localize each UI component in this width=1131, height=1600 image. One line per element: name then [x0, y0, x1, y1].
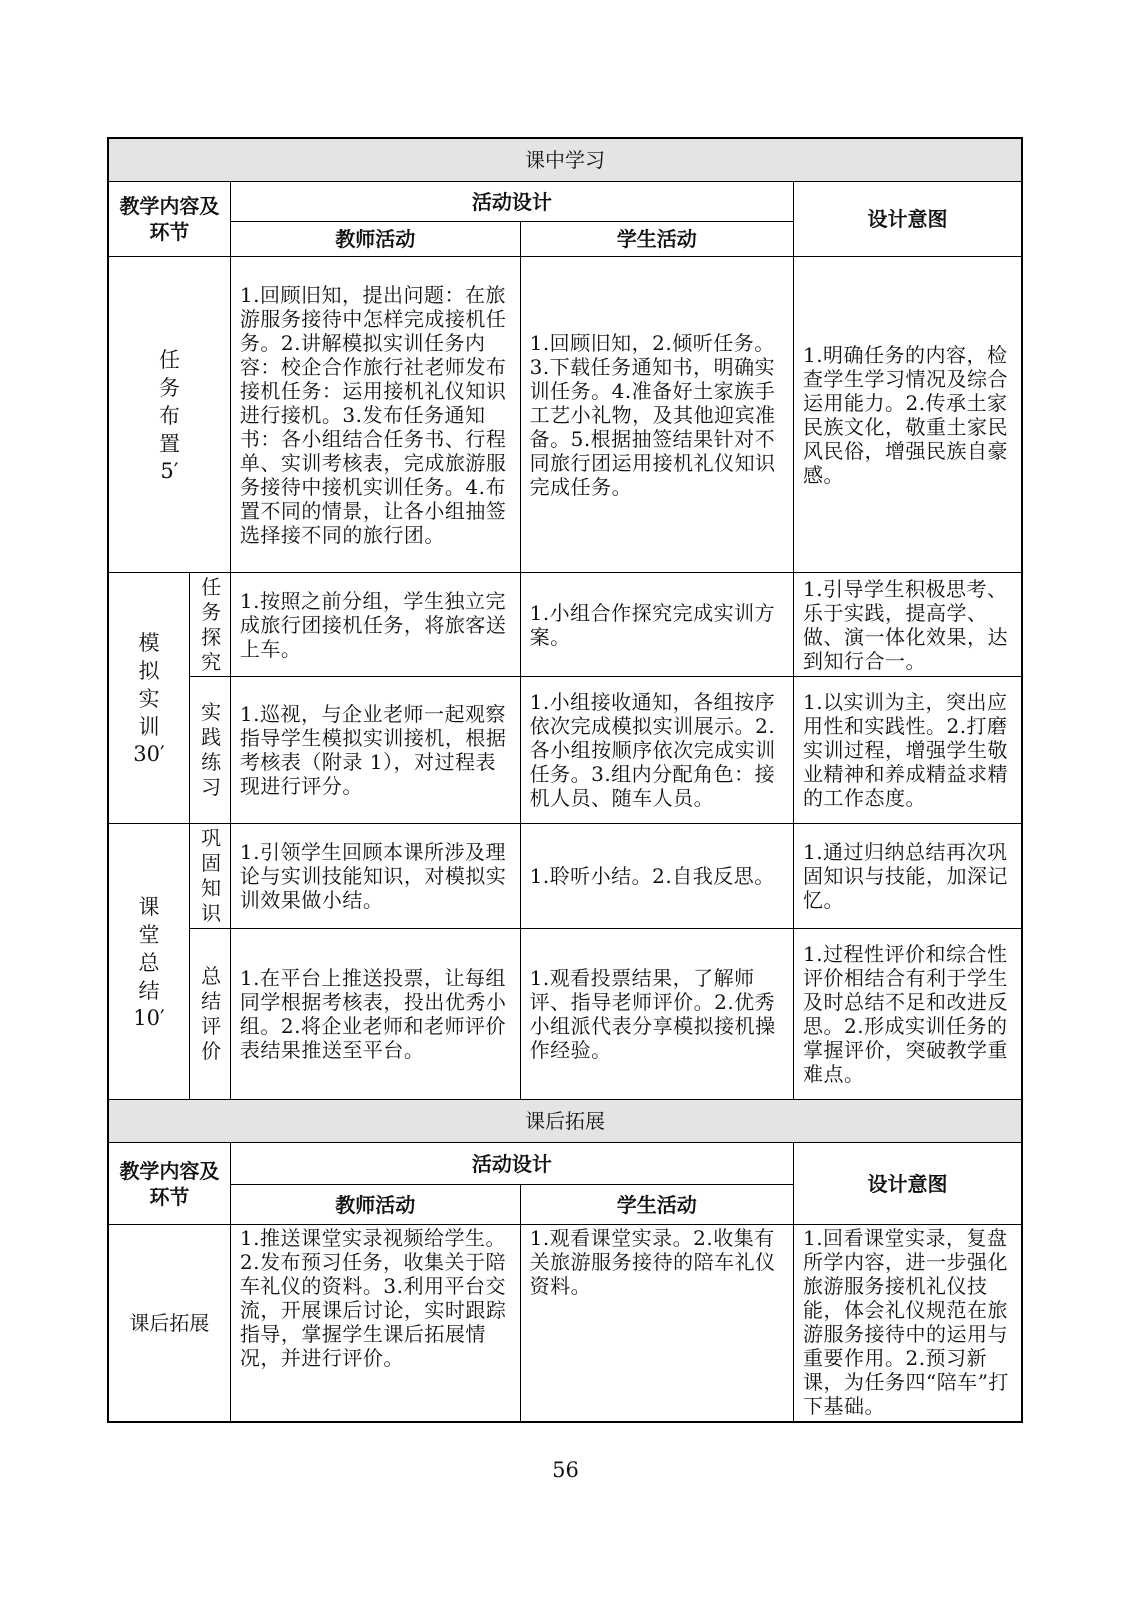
- teacher-activity-cell: 1.推送课堂实录视频给学生。2.发布预习任务，收集关于陪车礼仪的资料。3.利用平台交流，开展课后讨论，实时跟踪指导，掌握学生课后拓展情况，并进行评价。: [230, 1225, 520, 1422]
- stage-task-assign: [108, 257, 230, 573]
- student-activity-cell: 1.回顾旧知，2.倾听任务。3.下载任务通知书，明确实训任务。4.准备好土家族手工艺小礼物，及其他迎宾准备。5.根据抽签结果针对不同旅行团运用接机礼仪知识完成任务。: [520, 257, 793, 573]
- stage-time: 30′: [133, 742, 165, 766]
- header-student-activity: 学生活动: [520, 1185, 793, 1225]
- header-student-activity: 学生活动: [520, 222, 793, 257]
- header-design-intent: 设计意图: [793, 182, 1022, 257]
- teacher-activity-cell: 1.巡视，与企业老师一起观察指导学生模拟实训接机，根据考核表（附录 1），对过程表现进行评分。: [230, 677, 520, 824]
- header-teacher-activity: 教师活动: [230, 222, 520, 257]
- student-activity-cell: 1.聆听小结。2.自我反思。: [520, 824, 793, 929]
- substage-label: 巩固知识: [201, 826, 222, 925]
- stage-label: 模拟实训: [138, 631, 160, 739]
- header-activity-design: 活动设计: [230, 1143, 793, 1185]
- design-intent-cell: 1.以实训为主，突出应用性和实践性。2.打磨实训过程，增强学生敬业精神和养成精益求精的工作态度。: [793, 677, 1022, 824]
- student-activity-cell: 1.观看课堂实录。2.收集有关旅游服务接待的陪车礼仪资料。: [520, 1225, 793, 1422]
- teacher-activity-cell: 1.按照之前分组，学生独立完成旅行团接机任务，将旅客送上车。: [230, 573, 520, 677]
- student-activity-cell: 1.小组合作探究完成实训方案。: [520, 573, 793, 677]
- teacher-activity-cell: 1.引领学生回顾本课所涉及理论与实训技能知识，对模拟实训效果做小结。: [230, 824, 520, 929]
- substage-label: 总结评价: [201, 964, 222, 1063]
- stage-time: 5′: [160, 458, 179, 483]
- header-design-intent: 设计意图: [793, 1143, 1022, 1225]
- section-in-class: 课中学习: [108, 138, 1022, 182]
- substage-practice: [190, 677, 231, 824]
- design-intent-cell: 1.回看课堂实录，复盘所学内容，进一步强化旅游服务接机礼仪技能，体会礼仪规范在旅游服务接待中的运用与重要作用。2.预习新课，为任务四“陪车”打下基础。: [793, 1225, 1022, 1422]
- section-after-class: 课后拓展: [108, 1100, 1022, 1143]
- substage-label: 实践练习: [201, 700, 222, 799]
- page-number: 56: [552, 1458, 579, 1482]
- design-intent-cell: 1.过程性评价和综合性评价相结合有利于学生及时总结不足和改进反思。2.形成实训任务的掌握评价，突破教学重难点。: [793, 929, 1022, 1100]
- stage-time: 10′: [133, 1005, 165, 1030]
- stage-label: 任务布置: [158, 347, 180, 456]
- substage-consolidate: [190, 824, 231, 929]
- design-intent-cell: 1.明确任务的内容，检查学生学习情况及综合运用能力。2.传承土家民族文化，敬重土家民风民俗，增强民族自豪感。: [793, 257, 1022, 573]
- stage-label: 课堂总结: [138, 894, 160, 1003]
- header-activity-design: 活动设计: [230, 182, 793, 222]
- design-intent-cell: 1.引导学生积极思考、乐于实践，提高学、做、演一体化效果，达到知行合一。: [793, 573, 1022, 677]
- design-intent-cell: 1.通过归纳总结再次巩固知识与技能，加深记忆。: [793, 824, 1022, 929]
- stage-summary: [108, 824, 190, 1100]
- substage-evaluate: [190, 929, 231, 1100]
- substage-label: 任务探究: [201, 574, 222, 674]
- teacher-activity-cell: 1.回顾旧知，提出问题：在旅游服务接待中怎样完成接机任务。2.讲解模拟实训任务内容：校企合作旅行社老师发布接机任务：运用接机礼仪知识进行接机。3.发布任务通知书：各小组结合任务书、行程单、实训考核表，完成旅游服务接待中接机实训任务。4.布置不同的情景，让各小组抽签选择接不同的旅行团。: [230, 257, 520, 573]
- stage-sim-training: [108, 573, 190, 824]
- header-content-stage: 教学内容及环节: [108, 182, 230, 257]
- header-content-stage: 教学内容及环节: [108, 1143, 230, 1225]
- student-activity-cell: 1.小组接收通知，各组按序依次完成模拟实训展示。2.各小组按顺序依次完成实训任务。3.组内分配角色：接机人员、随车人员。: [520, 677, 793, 824]
- header-teacher-activity: 教师活动: [230, 1185, 520, 1225]
- lesson-plan-table: [107, 137, 1023, 1423]
- teacher-activity-cell: 1.在平台上推送投票，让每组同学根据考核表，投出优秀小组。2.将企业老师和老师评价表结果推送至平台。: [230, 929, 520, 1100]
- substage-explore: [190, 573, 231, 677]
- stage-extension: 课后拓展: [108, 1225, 230, 1422]
- student-activity-cell: 1.观看投票结果，了解师评、指导老师评价。2.优秀小组派代表分享模拟接机操作经验。: [520, 929, 793, 1100]
